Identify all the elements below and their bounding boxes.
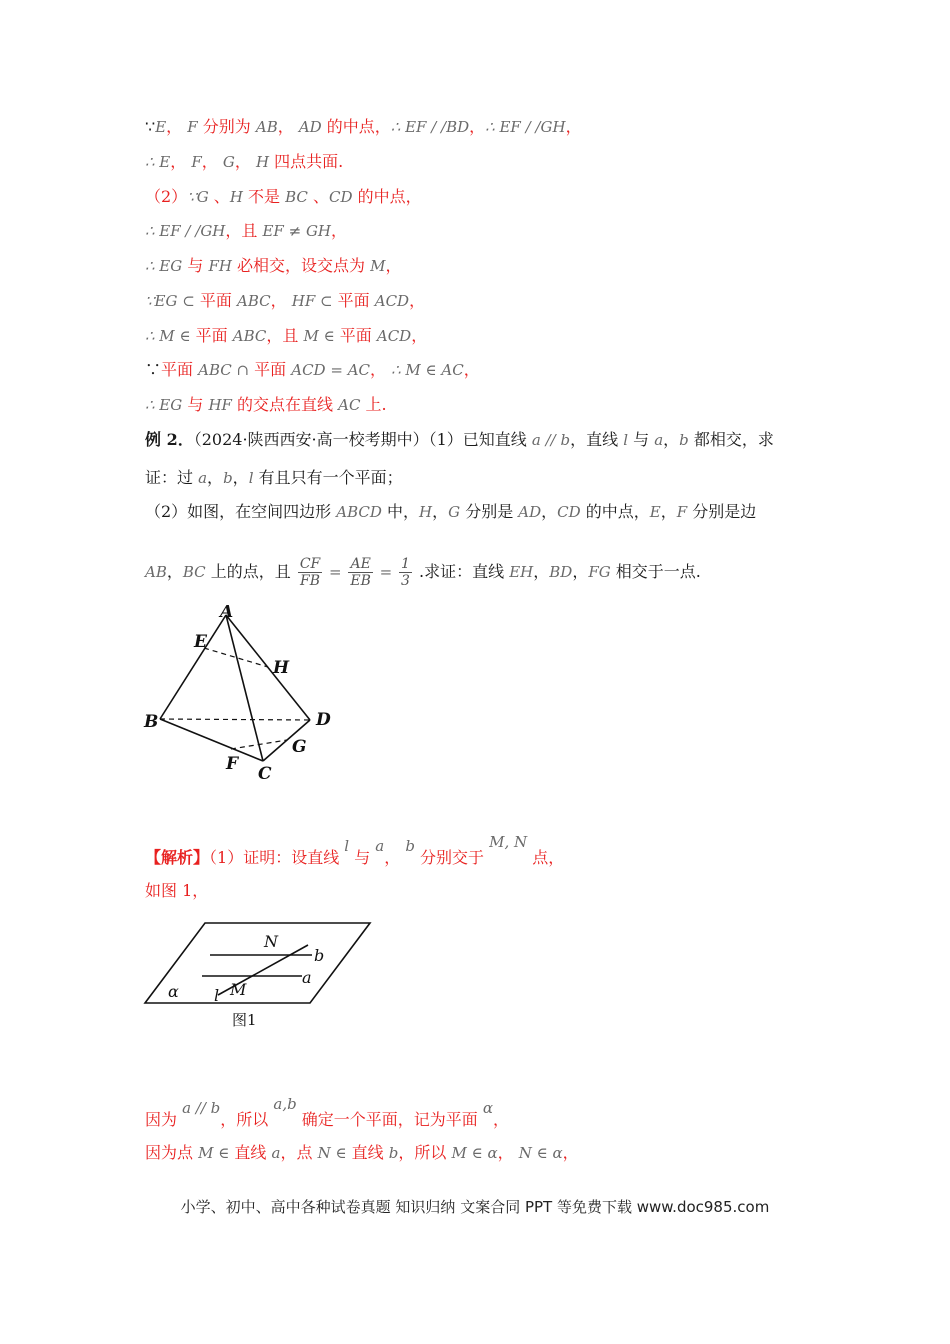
figure-caption: 图1 bbox=[232, 1011, 257, 1029]
text: ， bbox=[497, 1143, 514, 1162]
text: 的中点， bbox=[580, 502, 650, 521]
text: 平面 bbox=[161, 360, 199, 379]
text: ， bbox=[469, 117, 486, 136]
math-n-in: N ∈ bbox=[317, 1144, 347, 1162]
text: 的交点在直线 bbox=[231, 395, 339, 414]
text: 中， bbox=[381, 502, 420, 521]
text: ， bbox=[660, 502, 677, 521]
text: ， bbox=[232, 468, 249, 487]
math-eg-subset: ∵EG ⊂ bbox=[145, 292, 195, 310]
math-f: F bbox=[191, 153, 202, 171]
text: ， bbox=[409, 291, 426, 310]
text: ， bbox=[166, 562, 183, 581]
math-ef-gh: ∴ EF / /GH bbox=[145, 222, 226, 240]
text: 必相交，设交点为 bbox=[231, 256, 371, 275]
math-l: l bbox=[623, 431, 628, 449]
equals-sign: = bbox=[374, 563, 398, 581]
math-l: l bbox=[344, 837, 350, 855]
math-h: H bbox=[229, 188, 243, 206]
label-m: M bbox=[230, 980, 247, 999]
text: ， bbox=[277, 117, 294, 136]
math-hf: HF bbox=[208, 396, 232, 414]
text: 都相交，求 bbox=[688, 430, 774, 449]
math-a-b: a,b bbox=[273, 1095, 297, 1113]
page-footer: 小学、初中、高中各种试卷真题 知识归纳 文案合同 PPT 等免费下载 www.doc985.com bbox=[180, 1198, 770, 1216]
math-abc: ABC bbox=[237, 292, 271, 310]
math-l: l bbox=[248, 469, 254, 487]
solution-line-1 bbox=[145, 1082, 800, 1128]
math-abcd: ABCD bbox=[336, 503, 382, 521]
math-m-in: ∴ M ∈ bbox=[145, 327, 191, 345]
text: 分别为 bbox=[197, 117, 256, 136]
text: 如图 1， bbox=[145, 881, 209, 900]
math-m-in: M ∈ bbox=[303, 327, 335, 345]
text: ， bbox=[493, 1110, 510, 1129]
example-2-line-2 bbox=[145, 466, 800, 490]
text: ，且 bbox=[266, 326, 304, 345]
math-b: b bbox=[388, 1144, 399, 1162]
proof-line-8 bbox=[145, 358, 800, 382]
label-h: H bbox=[273, 658, 290, 678]
text: 分别是边 bbox=[687, 502, 757, 521]
math-ef-gh: ∴ EF / /GH bbox=[485, 118, 566, 136]
text: ， bbox=[565, 117, 582, 136]
math-a-parallel-b: a // b bbox=[182, 1099, 221, 1117]
text: ，直线 bbox=[570, 430, 624, 449]
text: ，所以 bbox=[220, 1110, 274, 1129]
text: 直线 bbox=[346, 1143, 389, 1162]
math-h: H bbox=[256, 153, 270, 171]
text: 与 bbox=[349, 848, 376, 867]
text: ， bbox=[562, 1143, 579, 1162]
text: 所以 bbox=[414, 1143, 452, 1162]
math-h: H bbox=[419, 503, 433, 521]
fraction-denominator: FB bbox=[300, 573, 321, 589]
label-a: a bbox=[302, 968, 312, 987]
math-mn: M, N bbox=[489, 833, 528, 851]
text: ， bbox=[166, 117, 183, 136]
text: ， bbox=[370, 360, 387, 379]
math-b: b bbox=[679, 431, 689, 449]
math-ac: AC bbox=[338, 396, 361, 414]
proof-line-2 bbox=[145, 150, 800, 174]
math-alpha: α bbox=[482, 1099, 494, 1117]
label-d: D bbox=[316, 710, 331, 730]
text: 相交于一点. bbox=[610, 562, 701, 581]
equals-sign: = bbox=[324, 563, 347, 581]
edge-bd-hidden bbox=[160, 719, 310, 720]
text: 点 bbox=[296, 1143, 318, 1162]
text: ， bbox=[663, 430, 680, 449]
math-acd: ACD bbox=[376, 327, 412, 345]
text: 与 bbox=[182, 256, 209, 275]
text: 的中点， bbox=[321, 117, 391, 136]
text: ， bbox=[280, 1143, 297, 1162]
text: 不是 bbox=[242, 187, 286, 206]
text: 因为点 bbox=[145, 1143, 199, 1162]
math-acd: ACD bbox=[374, 292, 410, 310]
text: 与 bbox=[182, 395, 209, 414]
text: ， bbox=[201, 152, 218, 171]
math-fg: FG bbox=[588, 563, 611, 581]
text: 有且只有一个平面； bbox=[253, 468, 403, 487]
example-label: 例 2． bbox=[145, 430, 194, 449]
because-symbol: ∵ bbox=[145, 360, 162, 379]
math-abc-cap: ABC ∩ bbox=[198, 361, 250, 379]
text: 平面 bbox=[332, 291, 375, 310]
math-e: ∴ E bbox=[145, 153, 171, 171]
label-f: F bbox=[226, 754, 239, 774]
math-n-in-alpha: N ∈ α bbox=[518, 1144, 563, 1162]
math-eg: ∴ EG bbox=[145, 257, 183, 275]
text: 平面 bbox=[249, 360, 292, 379]
text: ， bbox=[411, 326, 428, 345]
text: 与 bbox=[628, 430, 655, 449]
label-a: A bbox=[220, 605, 234, 622]
text: 上. bbox=[360, 395, 387, 414]
math-a: a bbox=[654, 431, 664, 449]
text: ， bbox=[398, 1143, 415, 1162]
text: 证：过 bbox=[145, 468, 199, 487]
math-g: ∵G bbox=[187, 188, 209, 206]
text: 平面 bbox=[194, 291, 237, 310]
label-n: N bbox=[264, 932, 278, 951]
proof-line-1 bbox=[145, 115, 800, 139]
text: 上的点，且 bbox=[205, 562, 296, 581]
math-b: b bbox=[223, 469, 233, 487]
text: 平面 bbox=[334, 326, 377, 345]
fraction-numerator: 1 bbox=[401, 556, 410, 572]
text: 直线 bbox=[229, 1143, 272, 1162]
label-c: C bbox=[258, 764, 272, 784]
label-alpha: α bbox=[168, 982, 179, 1001]
text: ， bbox=[533, 562, 550, 581]
math-ef-bd: ∴ EF / /BD bbox=[390, 118, 470, 136]
proof-line-6 bbox=[145, 289, 800, 313]
text: 分别交于 bbox=[414, 848, 490, 867]
math-bc: BC bbox=[285, 188, 308, 206]
text: ， bbox=[270, 291, 287, 310]
math-eh: EH bbox=[509, 563, 534, 581]
text: ， bbox=[384, 848, 401, 867]
text: .求证：直线 bbox=[413, 562, 510, 581]
label-g: G bbox=[292, 737, 307, 757]
fraction-ae-eb bbox=[348, 556, 373, 589]
text: （1）证明：设直线 bbox=[209, 848, 345, 867]
because-symbol: ∵ bbox=[145, 117, 156, 136]
math-a: a bbox=[198, 469, 208, 487]
math-g: G bbox=[448, 503, 461, 521]
text: 点， bbox=[527, 848, 565, 867]
tetrahedron-figure bbox=[140, 605, 340, 785]
math-a-parallel-b: a // b bbox=[531, 431, 571, 449]
math-a: a bbox=[271, 1144, 281, 1162]
math-acd-eq-ac: ACD = AC bbox=[291, 361, 370, 379]
label-l: l bbox=[214, 986, 220, 1005]
math-f: F bbox=[187, 118, 198, 136]
text: 、 bbox=[307, 187, 329, 206]
math-g: G bbox=[222, 153, 235, 171]
math-hf-subset: HF ⊂ bbox=[291, 292, 333, 310]
text: ， bbox=[432, 502, 449, 521]
fraction-cf-fb bbox=[298, 556, 322, 589]
text: （2）如图，在空间四边形 bbox=[145, 502, 337, 521]
text: 的中点， bbox=[352, 187, 422, 206]
math-bd: BD bbox=[549, 563, 573, 581]
math-f: F bbox=[676, 503, 688, 521]
text: ，且 bbox=[225, 221, 263, 240]
example-2-line-1 bbox=[145, 428, 800, 452]
proof-line-4 bbox=[145, 219, 800, 243]
math-ad: AD bbox=[298, 118, 322, 136]
math-m-in: M ∈ bbox=[198, 1144, 230, 1162]
example-2-line-4 bbox=[145, 553, 800, 593]
math-e: E bbox=[649, 503, 661, 521]
text: （2024·陕西西安·高一校考期中）（1）已知直线 bbox=[193, 430, 532, 449]
text: ， bbox=[541, 502, 558, 521]
math-e: E bbox=[155, 118, 167, 136]
math-ab: AB bbox=[145, 563, 167, 581]
text: （2） bbox=[145, 187, 188, 206]
math-ef-neq-gh: EF ≠ GH bbox=[262, 222, 332, 240]
math-abc: ABC bbox=[232, 327, 267, 345]
text: ， bbox=[385, 256, 402, 275]
math-cd: CD bbox=[557, 503, 581, 521]
edge-ab bbox=[160, 615, 226, 719]
fraction-denominator: EB bbox=[350, 573, 371, 589]
edge-bc bbox=[160, 719, 263, 761]
text: ， bbox=[170, 152, 187, 171]
math-bc: BC bbox=[182, 563, 206, 581]
math-ab: AB bbox=[255, 118, 278, 136]
analysis-label: 【解析】 bbox=[145, 848, 210, 867]
math-eg: ∴ EG bbox=[145, 396, 183, 414]
math-a: a bbox=[375, 837, 385, 855]
text: ， bbox=[234, 152, 251, 171]
text: 四点共面. bbox=[269, 152, 344, 171]
proof-line-7 bbox=[145, 324, 800, 348]
math-m-in-alpha: M ∈ α bbox=[451, 1144, 498, 1162]
plane-figure bbox=[140, 915, 380, 1035]
text: 确定一个平面，记为平面 bbox=[296, 1110, 483, 1129]
math-cd: CD bbox=[328, 188, 353, 206]
text: ， bbox=[463, 360, 480, 379]
analysis-line-1 bbox=[145, 820, 800, 866]
math-b: b bbox=[405, 837, 415, 855]
proof-line-9 bbox=[145, 393, 800, 417]
analysis-line-2 bbox=[145, 879, 800, 903]
label-e: E bbox=[194, 632, 207, 652]
label-b: B bbox=[144, 712, 159, 732]
fraction-one-third bbox=[399, 556, 412, 589]
text: 平面 bbox=[190, 326, 233, 345]
text: ， bbox=[572, 562, 589, 581]
text: 分别是 bbox=[460, 502, 519, 521]
example-2-line-3 bbox=[145, 500, 800, 524]
label-b: b bbox=[314, 946, 325, 965]
fraction-denominator: 3 bbox=[401, 573, 410, 589]
proof-line-5 bbox=[145, 254, 800, 278]
text: 因为 bbox=[145, 1110, 183, 1129]
solution-line-2 bbox=[145, 1141, 800, 1165]
fraction-numerator: AE bbox=[348, 556, 373, 573]
text: ， bbox=[331, 221, 348, 240]
text: 、 bbox=[208, 187, 230, 206]
proof-line-3 bbox=[145, 185, 800, 209]
text: ， bbox=[207, 468, 224, 487]
math-m-in-ac: ∴ M ∈ AC bbox=[391, 361, 464, 379]
math-m: M bbox=[370, 257, 386, 275]
math-fh: FH bbox=[208, 257, 232, 275]
fraction-numerator: CF bbox=[299, 556, 321, 572]
math-ad: AD bbox=[518, 503, 542, 521]
